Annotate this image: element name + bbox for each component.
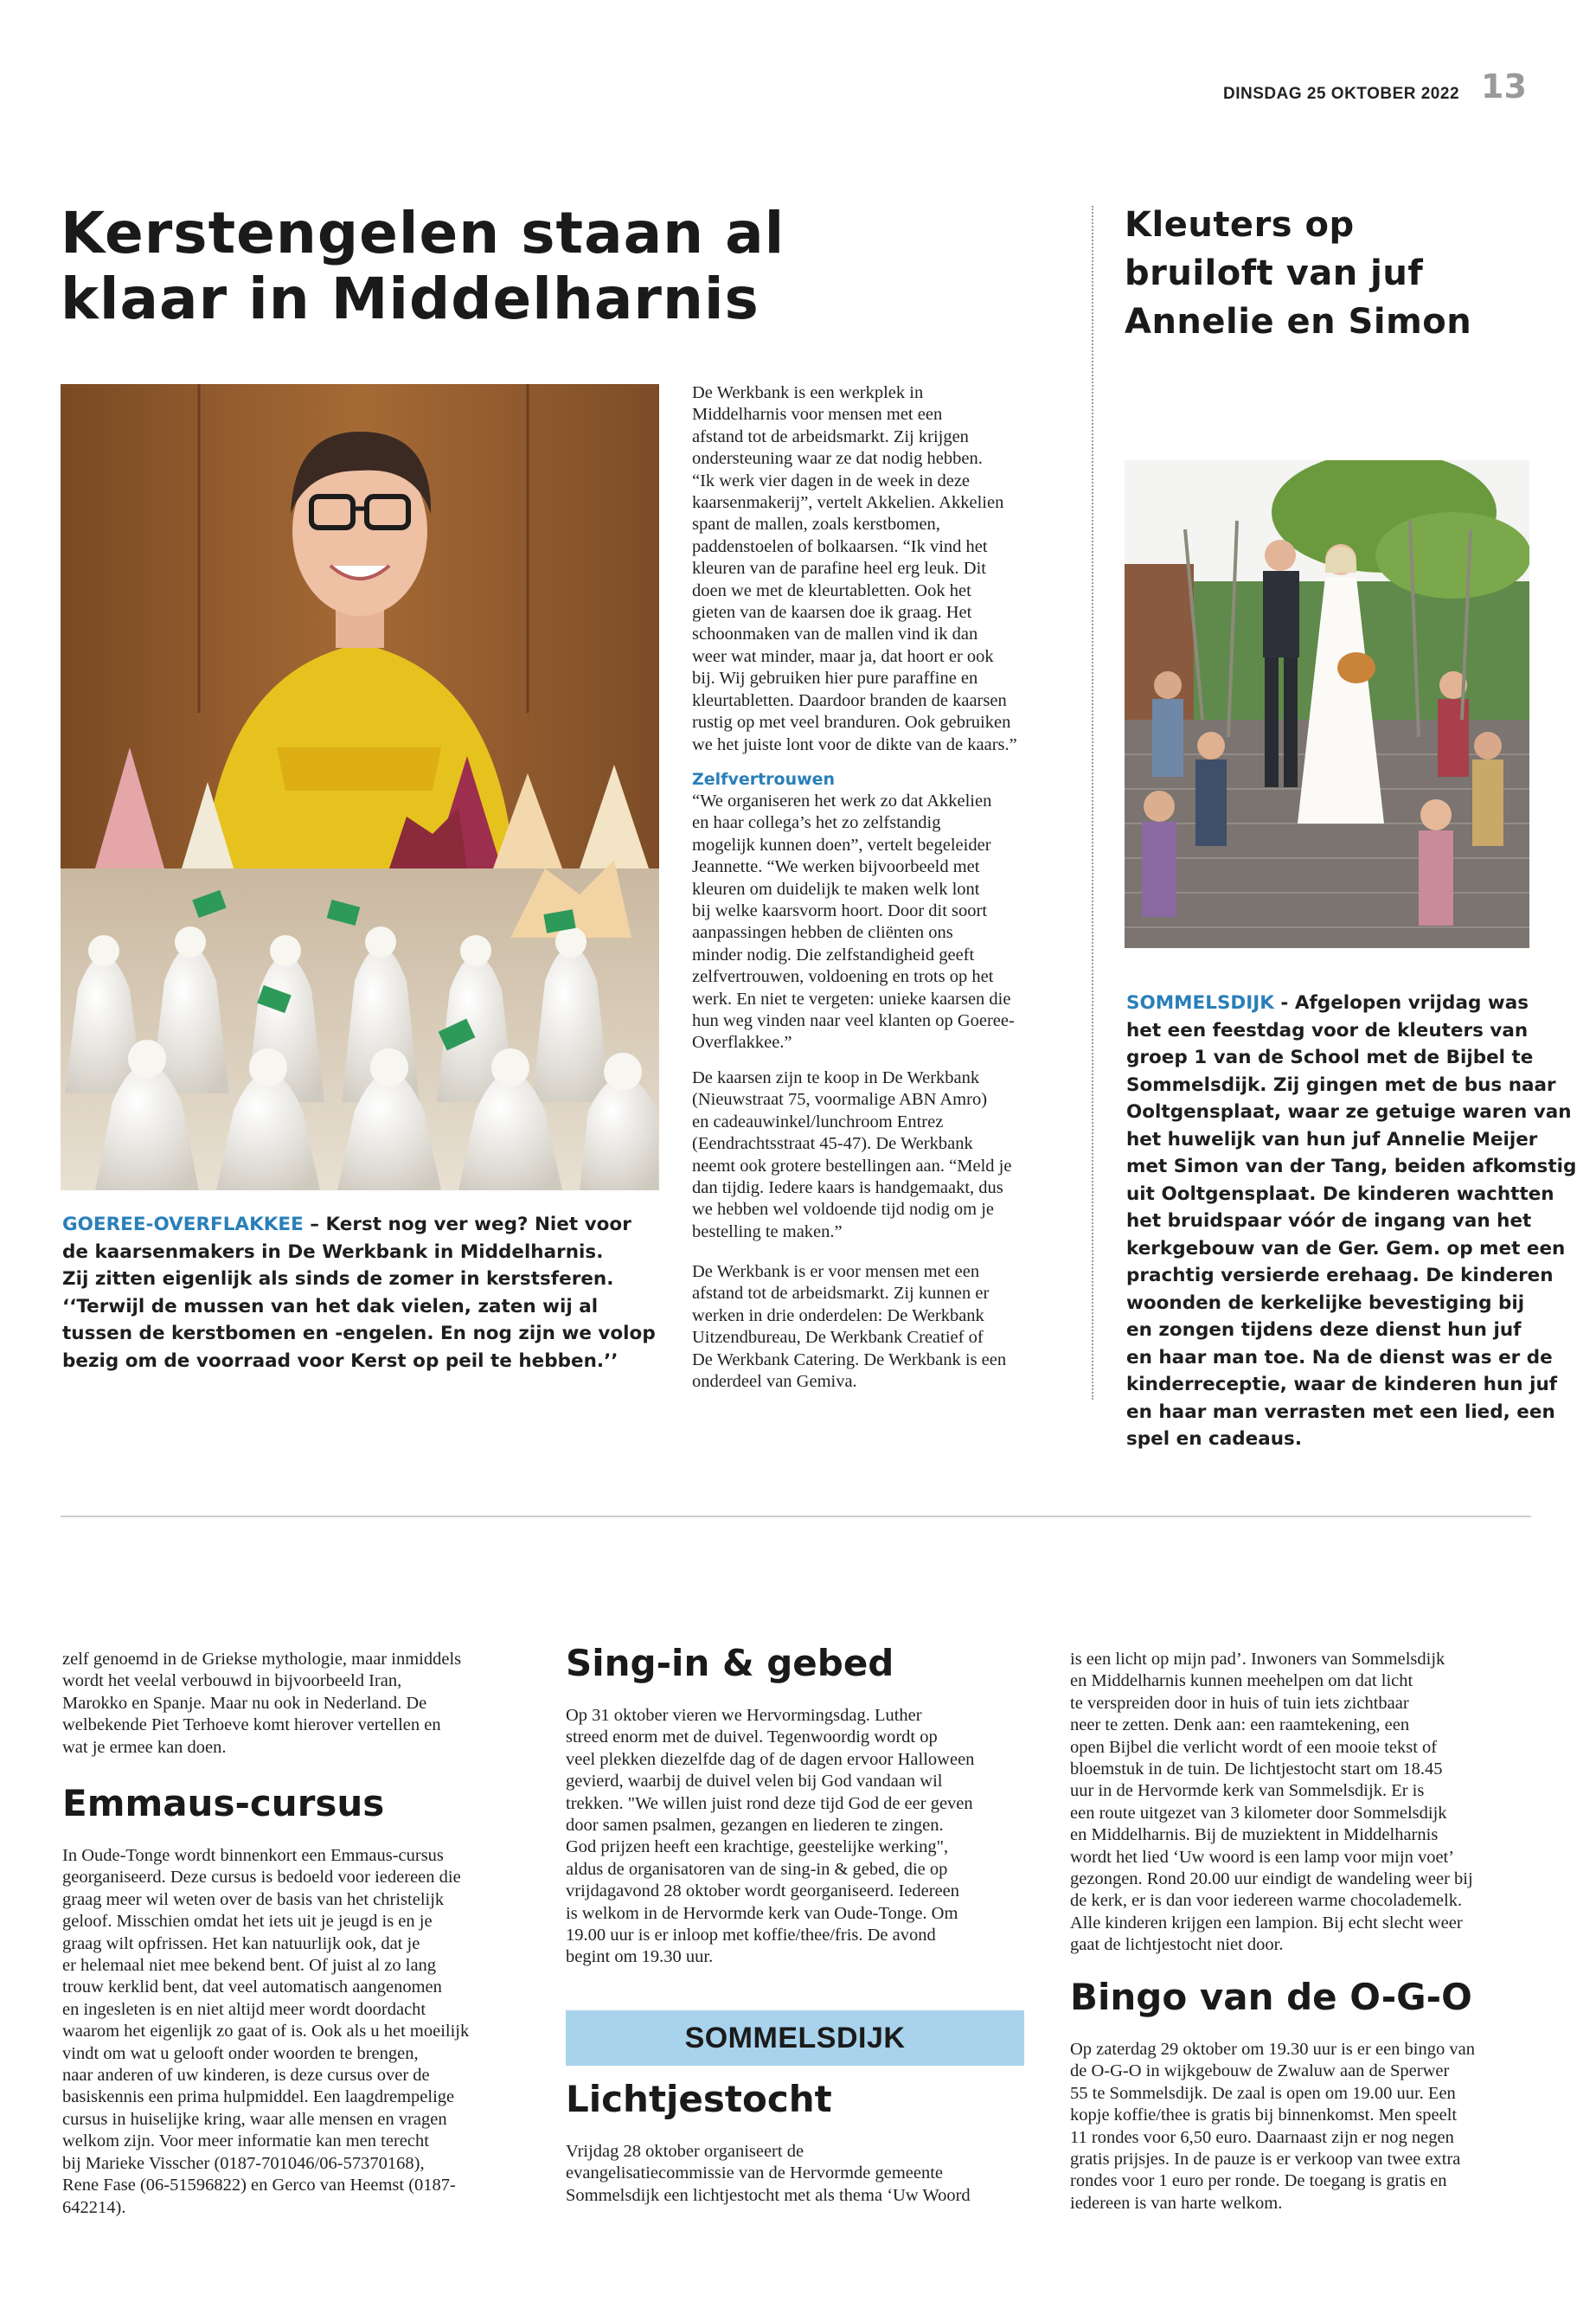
sommelsdijk-banner: SOMMELSDIJK (566, 2010, 1024, 2066)
bingo-title: Bingo van de O-G-O (1070, 1976, 1472, 2018)
lead-article-body-4: De Werkbank is er voor mensen met een afstand tot de arbeidsmarkt. Zij kunnen er werken in drie onderdelen: De Werkbank Uitzendbureau, De Werkbank Creatief of De Werkbank Catering. De Werkbank is een onderdeel van Gemiva. (692, 1262, 1007, 1392)
section-divider (61, 1516, 1531, 1517)
page-number: 13 (1481, 67, 1527, 106)
lichtjestocht-title: Lichtjestocht (566, 2078, 832, 2120)
candle-maker-photo (61, 384, 659, 1190)
side-article-photo (1125, 460, 1529, 948)
lead-article-body-3: De kaarsen zijn te koop in De Werkbank (Nieuwstraat 75, voormalige ABN Amro) en cadeauwinkel/lunchroom Entrez (Eendrachtsstraat 45-47). De Werkbank neemt ook grotere bestellingen aan. “Meld je dan tijdig. Iedere kaars is handgemaakt, dus we hebben wel voldoende tijd nodig om je bestelling te maken.” (692, 1068, 1012, 1241)
lead-article-caption (62, 1211, 668, 1375)
emmaus-title: Emmaus-cursus (62, 1782, 385, 1824)
col1-intro-text: zelf genoemd in de Griekse mythologie, maar inmiddels wordt het veelal verbouwd in bijvoorbeeld Iran, Marokko en Spanje. Maar nu ook in Nederland. De welbekende Piet Terhoeve komt hierover vertellen en wat je ermee kan doen. (62, 1650, 462, 1757)
wedding-photo (1125, 460, 1529, 948)
lead-article-photo (61, 384, 659, 1190)
side-article-text (1126, 990, 1585, 1453)
side-article-title: Kleuters op bruiloft van juf Annelie en Simon (1125, 205, 1472, 342)
lead-article-body-1: De Werkbank is een werkplek in Middelharnis voor mensen met een afstand tot de arbeidsmarkt. Zij krijgen ondersteuning waar ze dat nodig hebben. “Ik werk vier dagen in de week in deze kaarsenmakerij”, vertelt Akkelien. Akkelien spant de mallen, zoals kerstbomen, paddenstoelen of bolkaarsen. “Ik vind het kleuren van de parafine heel erg leuk. Dit doen we met de kleurtabletten. Ook het gieten van de kaarsen doe ik graag. Het schoonmaken van de mallen vind ik dan weer wat minder, maar ja, dat hoort er ook bij. Wij gebruiken hier pure paraffine en kleurtabletten. Daardoor branden de kaarsen rustig op met veel branduren. Ook gebruiken we het juiste lont voor de dikte van de kaars.” (692, 383, 1017, 754)
sing-in-title: Sing-in & gebed (566, 1642, 894, 1684)
bingo-text: Op zaterdag 29 oktober om 19.30 uur is er een bingo van de O-G-O in wijkgebouw de Zwaluw aan de Sperwer 55 te Sommelsdijk. De zaal is open om 19.00 uur. Een kopje koffie/thee is gratis bij binnenkomst. Men speelt 11 rondes voor 6,50 euro. Daarnaast zijn er nog negen gratis prijsjes. In de pauze is er verkoop van twee extra rondes voor 1 euro per ronde. De toegang is gratis en iedereen is van harte welkom. (1070, 2040, 1475, 2213)
caption-text: – Kerst nog ver weg? Niet voor de kaarsenmakers in De Werkbank in Middelharnis. Zij zitten eigenlijk als sinds de zomer in kerstsferen. ‘‘Terwijl de mussen van het dak vielen, zaten wij al tussen de kerstbomen en -engelen. En nog zijn we volop bezig om de voorraad voor Kerst op peil te hebben.’’ (62, 1214, 656, 1372)
lead-article-title: Kerstengelen staan al klaar in Middelharnis (61, 200, 785, 332)
lead-article-body-2: “We organiseren het werk zo dat Akkelien en haar collega’s het zo zelfstandig mogelijk kunnen doen”, vertelt begeleider Jeannette. “We werken bijvoorbeeld met kleuren om duidelijk te maken welk lont bij welke kaarsvorm hoort. Door dit soort aanpassingen hebben de cliënten ons minder nodig. Die zelfstandigheid geeft zelfvertrouwen, voldoening en trots op het werk. En niet te vergeten: unieke kaarsen die hun weg vinden naar veel klanten op Goeree- Overflakkee.” (692, 792, 1015, 1053)
issue-date: DINSDAG 25 OKTOBER 2022 (1223, 85, 1460, 103)
lead-article-subhead: Zelfvertrouwen (692, 770, 836, 789)
column-divider (1092, 206, 1093, 1400)
caption-place: GOEREE-OVERFLAKKEE (62, 1214, 304, 1235)
emmaus-text: In Oude-Tonge wordt binnenkort een Emmaus-cursus georganiseerd. Deze cursus is bedoeld voor iedereen die graag meer wil weten over de basis van het christelijk geloof. Misschien omdat het iets uit je jeugd is en je graag wilt opfrissen. Het kan natuurlijk ook, dat je er helemaal niet mee bekend bent. Of juist al zo lang trouw kerklid bent, dat veel automatisch aangenomen en ingesleten is en niet altijd meer wordt doordacht waarom het eigenlijk zo gaat of is. Ook als u het moeilijk vindt om wat u gelooft onder woorden te brengen, naar anderen of uw kinderen, is deze cursus over de basiskennis een prima hulpmiddel. Een laagdrempelige cursus in huiselijke kring, waar alle mensen en vragen welkom zijn. Voor meer informatie kan men terecht bij Marieke Visscher (0187-701046/06-57370168), Rene Fase (06-51596822) en Gerco van Heemst (0187- 642214). (62, 1846, 470, 2217)
side-article-place: SOMMELSDIJK (1126, 992, 1274, 1014)
lichtjestocht-continued-text: is een licht op mijn pad’. Inwoners van Sommelsdijk en Middelharnis kunnen meehelpen om dat licht te verspreiden door in huis of tuin iets zichtbaar neer te zetten. Denk aan: een raamtekening, een open Bijbel die verlicht wordt of een mooie tekst of bloemstuk in de tuin. De lichtjestocht start om 18.45 uur in de Hervormde kerk van Sommelsdijk. Er is een route uitgezet van 3 kilometer door Sommelsdijk en Middelharnis. Bij de muziektent in Middelharnis wordt het lied ‘Uw woord is een lamp voor mijn voet’ gezongen. Rond 20.00 uur eindigt de wandeling weer bij de kerk, er is dan voor iedereen warme chocolademelk. Alle kinderen krijgen een lampion. Bij echt slecht weer gaat de lichtjestocht niet door. (1070, 1650, 1473, 1955)
lichtjestocht-text: Vrijdag 28 oktober organiseert de evangelisatiecommissie van de Hervormde gemeente Sommelsdijk een lichtjestocht met als thema ‘Uw Woord (566, 2142, 971, 2205)
side-article-body: - Afgelopen vrijdag was het een feestdag voor de kleuters van groep 1 van de School met de Bijbel te Sommelsdijk. Zij gingen met de bus naar Ooltgensplaat, waar ze getuige waren van het huwelijk van hun juf Annelie Meijer met Simon van der Tang, beiden afkomstig uit Ooltgensplaat. De kinderen wachtten het bruidspaar vóór de ingang van het kerkgebouw van de Ger. Gem. op met een prachtig versierde erehaag. De kinderen woonden de kerkelijke bevestiging bij en zongen tijdens deze dienst hun juf en haar man toe. Na de dienst was er de kinderreceptie, waar de kinderen hun juf en haar man verrasten met een lied, een spel en cadeaus. (1126, 992, 1577, 1450)
sing-in-text: Op 31 oktober vieren we Hervormingsdag. Luther streed enorm met de duivel. Tegenwoordig wordt op veel plekken diezelfde dag of de dagen ervoor Halloween gevierd, waarbij de duivel velen bij God vandaan wil trekken. "We willen juist rond deze tijd God de eer geven door samen psalmen, gezangen en liederen te zingen. God prijzen heeft een krachtige, geestelijke werking", aldus de organisatoren van de sing-in & gebed, die op vrijdagavond 28 oktober wordt georganiseerd. Iedereen is welkom in de Hervormde kerk van Oude-Tonge. Om 19.00 uur is er inloop met koffie/thee/fris. De avond begint om 19.30 uur. (566, 1706, 975, 1967)
